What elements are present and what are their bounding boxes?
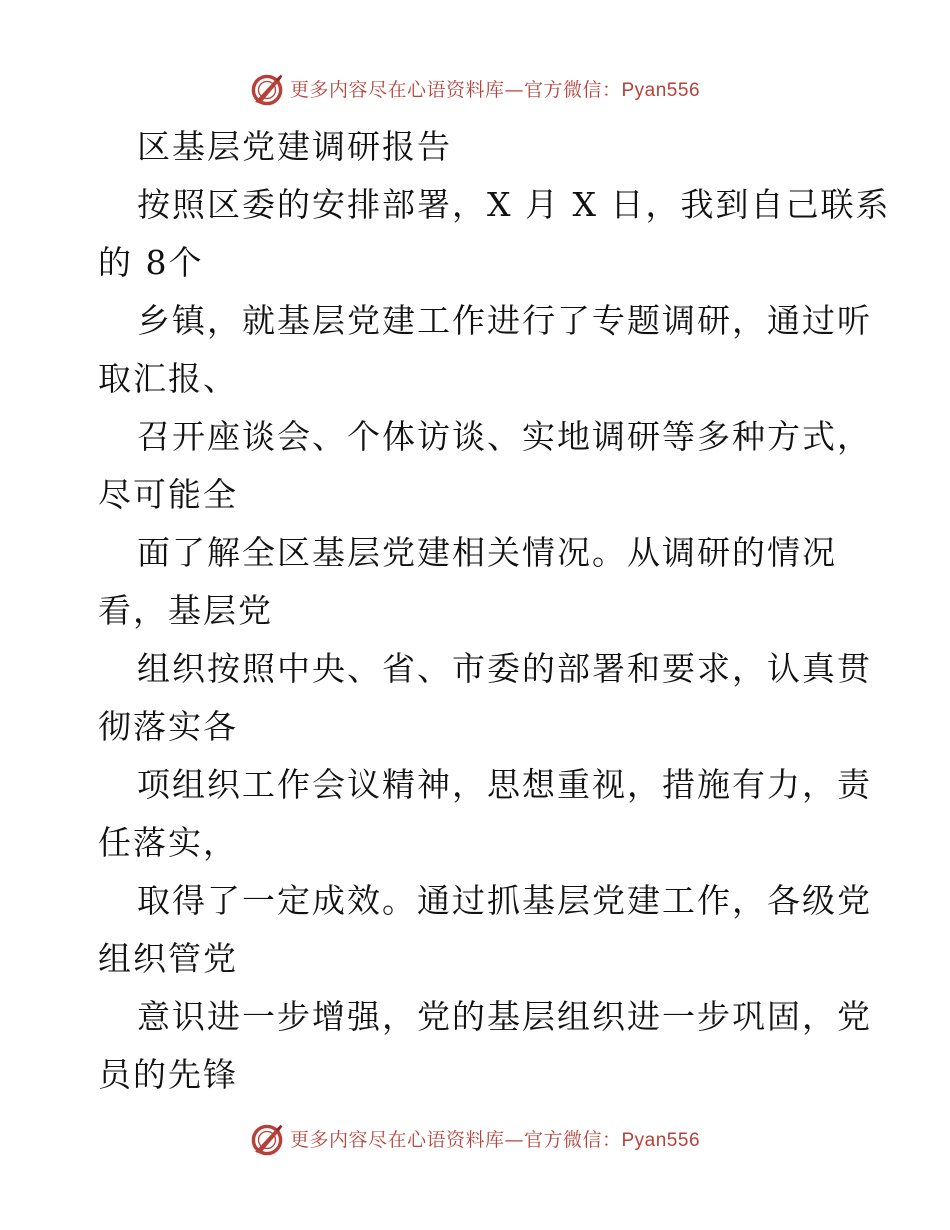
red-quill-seal-icon xyxy=(250,1123,284,1157)
text-line: 面了解全区基层党建相关情况。从调研的情况 xyxy=(137,533,837,572)
header-watermark-banner xyxy=(0,70,950,110)
red-quill-seal-icon xyxy=(250,73,284,107)
text-line: 彻落实各 xyxy=(98,707,238,746)
text-line: 取汇报、 xyxy=(98,359,238,398)
text-line: 组织按照中央、省、市委的部署和要求，认真贯 xyxy=(137,649,872,688)
text-line: 乡镇，就基层党建工作进行了专题调研，通过听 xyxy=(137,301,872,340)
text-line: 看，基层党 xyxy=(98,591,273,630)
watermark-text xyxy=(289,1128,701,1151)
watermark-account: Pyan556 xyxy=(621,1129,701,1151)
watermark-account: Pyan556 xyxy=(621,79,701,101)
document-title: 区基层党建调研报告 xyxy=(137,127,452,166)
text-line: 的 8个 xyxy=(98,243,204,282)
text-line: 按照区委的安排部署，X 月 X 日，我到自己联系 xyxy=(137,185,891,224)
text-line: 召开座谈会、个体访谈、实地调研等多种方式， xyxy=(137,417,872,456)
watermark-prefix: 更多内容尽在心语资料库—官方微信： xyxy=(289,1128,622,1151)
text-line: 尽可能全 xyxy=(98,475,238,514)
text-line: 任落实， xyxy=(98,823,238,862)
watermark-prefix: 更多内容尽在心语资料库—官方微信： xyxy=(289,78,622,101)
text-line: 组织管党 xyxy=(98,939,238,978)
watermark-text xyxy=(289,78,701,101)
text-line: 意识进一步增强，党的基层组织进一步巩固，党 xyxy=(137,997,872,1036)
text-line: 取得了一定成效。通过抓基层党建工作，各级党 xyxy=(137,881,872,920)
text-line: 员的先锋 xyxy=(98,1055,238,1094)
text-line: 项组织工作会议精神，思想重视，措施有力，责 xyxy=(137,765,872,804)
footer-watermark-banner xyxy=(0,1120,950,1160)
